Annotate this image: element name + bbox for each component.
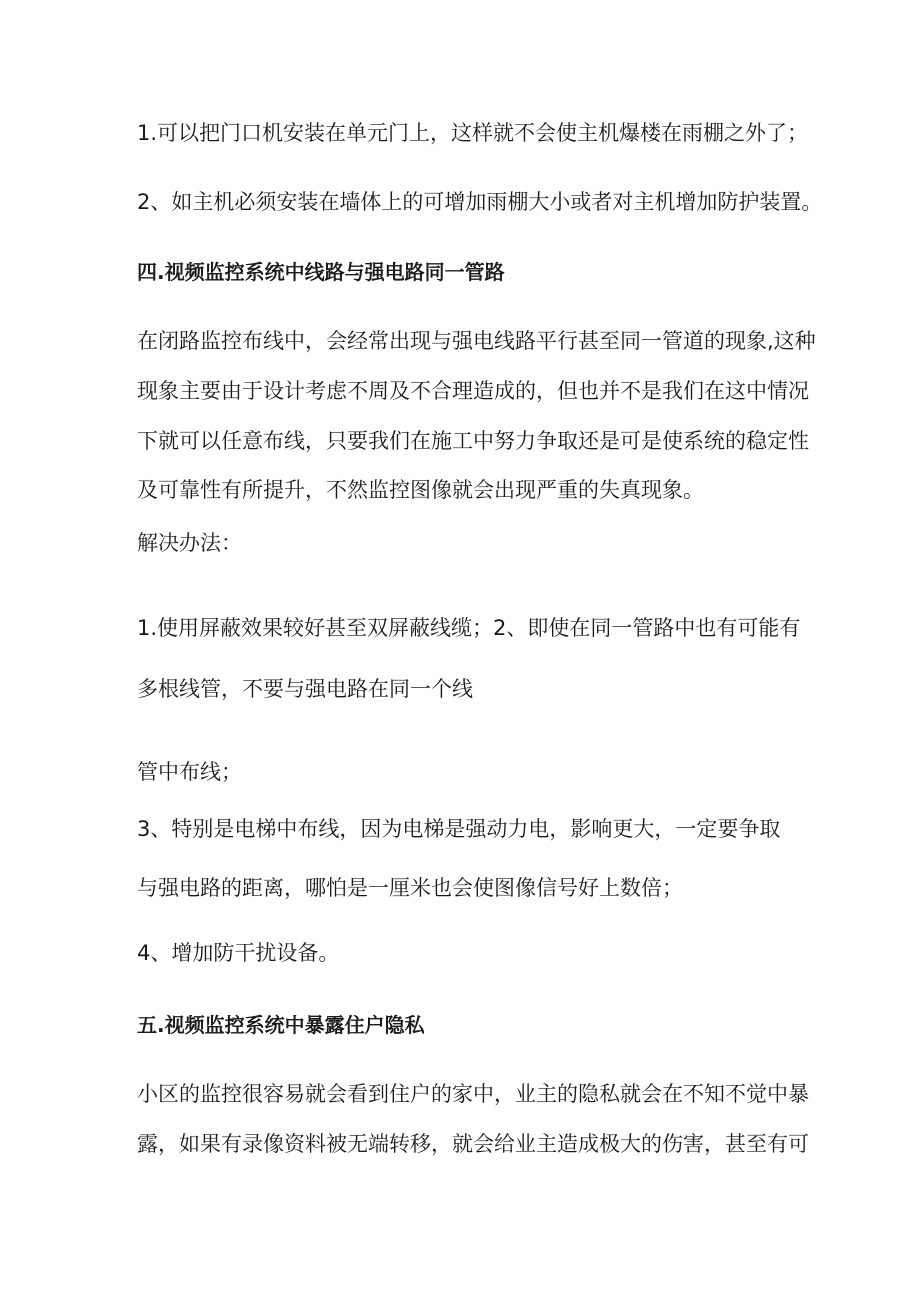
paragraph-line: 及可靠性有所提升，不然监控图像就会出现严重的失真现象。 bbox=[137, 478, 704, 502]
list-item-4-interference: 4、增加防干扰设备。 bbox=[137, 941, 340, 965]
paragraph-line: 小区的监控很容易就会看到住户的家中，业主的隐私就会在不知不觉中暴 bbox=[137, 1082, 809, 1106]
section-heading-5: 五.视频监控系统中暴露住户隐私 bbox=[137, 1013, 425, 1037]
paragraph-line: 现象主要由于设计考虑不周及不合理造成的，但也并不是我们在这中情况 bbox=[137, 379, 809, 403]
section-heading-4: 四.视频监控系统中线路与强电路同一管路 bbox=[137, 260, 505, 284]
paragraph-line: 在闭路监控布线中，会经常出现与强电线路平行甚至同一管道的现象,这种 bbox=[137, 329, 816, 353]
list-item-continuation: 管中布线； bbox=[137, 760, 242, 784]
paragraph-line: 下就可以任意布线，只要我们在施工中努力争取还是可是使系统的稳定性 bbox=[137, 429, 809, 453]
solution-label: 解决办法： bbox=[137, 531, 242, 555]
list-item-2-rain-shelter: 2、如主机必须安装在墙体上的可增加雨棚大小或者对主机增加防护装置。 bbox=[137, 190, 823, 214]
list-item-3-elevator: 3、特别是电梯中布线，因为电梯是强动力电，影响更大，一定要争取 bbox=[137, 817, 781, 841]
list-item-continuation: 多根线管，不要与强电路在同一个线 bbox=[137, 677, 473, 701]
list-item-1-doorbell: 1.可以把门口机安装在单元门上，这样就不会使主机爆楼在雨棚之外了； bbox=[137, 121, 809, 145]
list-item-continuation: 与强电路的距离，哪怕是一厘米也会使图像信号好上数倍； bbox=[137, 876, 683, 900]
paragraph-line: 露，如果有录像资料被无端转移，就会给业主造成极大的伤害，甚至有可 bbox=[137, 1132, 809, 1156]
list-item-shielded-cable: 1.使用屏蔽效果较好甚至双屏蔽线缆；2、即使在同一管路中也有可能有 bbox=[137, 616, 801, 640]
